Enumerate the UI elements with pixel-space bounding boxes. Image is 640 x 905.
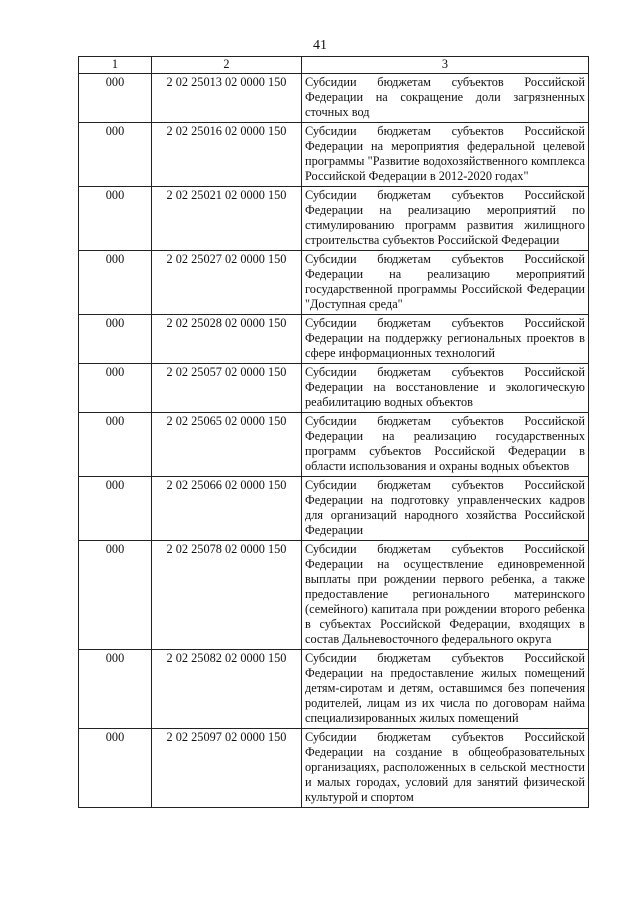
admin-code-cell: 000 <box>79 729 152 808</box>
table-row <box>79 187 589 251</box>
table-row <box>79 74 589 123</box>
budget-code-cell: 2 02 25016 02 0000 150 <box>152 123 302 187</box>
table-row <box>79 541 589 650</box>
admin-code-cell: 000 <box>79 251 152 315</box>
admin-code-cell: 000 <box>79 187 152 251</box>
income-name-cell: Субсидии бюджетам субъектов Российской Федерации на подготовку управленческих кадров для организаций народного хозяйства Российской Федерации <box>302 477 589 541</box>
budget-code-cell: 2 02 25066 02 0000 150 <box>152 477 302 541</box>
admin-code-cell: 000 <box>79 74 152 123</box>
page-number: 41 <box>313 38 327 53</box>
table-row <box>79 364 589 413</box>
budget-code-cell: 2 02 25028 02 0000 150 <box>152 315 302 364</box>
column-header-1: 1 <box>79 57 152 74</box>
admin-code-cell: 000 <box>79 650 152 729</box>
table-row <box>79 413 589 477</box>
income-name-cell: Субсидии бюджетам субъектов Российской Федерации на сокращение доли загрязненных сточных вод <box>302 74 589 123</box>
table-row <box>79 315 589 364</box>
column-header-3: 3 <box>302 57 589 74</box>
income-name-cell: Субсидии бюджетам субъектов Российской Федерации на создание в общеобразовательных организациях, расположенных в сельской местности и малых городах, условий для занятий физической культурой и спортом <box>302 729 589 808</box>
admin-code-cell: 000 <box>79 123 152 187</box>
income-name-cell: Субсидии бюджетам субъектов Российской Федерации на восстановление и экологическую реабилитацию водных объектов <box>302 364 589 413</box>
income-name-cell: Субсидии бюджетам субъектов Российской Федерации на реализацию государственных программ субъектов Российской Федерации в области использования и охраны водных объектов <box>302 413 589 477</box>
budget-code-cell: 2 02 25021 02 0000 150 <box>152 187 302 251</box>
table-row <box>79 123 589 187</box>
budget-code-cell: 2 02 25082 02 0000 150 <box>152 650 302 729</box>
admin-code-cell: 000 <box>79 477 152 541</box>
income-name-cell: Субсидии бюджетам субъектов Российской Федерации на реализацию мероприятий государственной программы Российской Федерации "Доступная среда" <box>302 251 589 315</box>
income-name-cell: Субсидии бюджетам субъектов Российской Федерации на предоставление жилых помещений детям-сиротам и детям, оставшимся без попечения родителей, лицам из их числа по договорам найма специализированных жилых помещений <box>302 650 589 729</box>
table-row <box>79 251 589 315</box>
income-name-cell: Субсидии бюджетам субъектов Российской Федерации на реализацию мероприятий по стимулированию программ развития жилищного строительства субъектов Российской Федерации <box>302 187 589 251</box>
table-header-row <box>79 57 589 74</box>
table-row <box>79 650 589 729</box>
table-row <box>79 729 589 808</box>
budget-classification-table <box>78 56 589 808</box>
table-row <box>79 477 589 541</box>
admin-code-cell: 000 <box>79 315 152 364</box>
admin-code-cell: 000 <box>79 413 152 477</box>
budget-code-cell: 2 02 25097 02 0000 150 <box>152 729 302 808</box>
budget-code-cell: 2 02 25078 02 0000 150 <box>152 541 302 650</box>
budget-code-cell: 2 02 25057 02 0000 150 <box>152 364 302 413</box>
budget-code-cell: 2 02 25027 02 0000 150 <box>152 251 302 315</box>
income-name-cell: Субсидии бюджетам субъектов Российской Федерации на мероприятия федеральной целевой программы "Развитие водохозяйственного комплекса Российской Федерации в 2012-2020 годах" <box>302 123 589 187</box>
income-name-cell: Субсидии бюджетам субъектов Российской Федерации на поддержку региональных проектов в сфере информационных технологий <box>302 315 589 364</box>
budget-code-cell: 2 02 25065 02 0000 150 <box>152 413 302 477</box>
column-header-2: 2 <box>152 57 302 74</box>
admin-code-cell: 000 <box>79 541 152 650</box>
income-name-cell: Субсидии бюджетам субъектов Российской Федерации на осуществление единовременной выплаты при рождении первого ребенка, а также предоставление регионального материнского (семейного) капитала при рождении второго ребенка в субъектах Российской Федерации, входящих в состав Дальневосточного федерального округа <box>302 541 589 650</box>
budget-code-cell: 2 02 25013 02 0000 150 <box>152 74 302 123</box>
admin-code-cell: 000 <box>79 364 152 413</box>
